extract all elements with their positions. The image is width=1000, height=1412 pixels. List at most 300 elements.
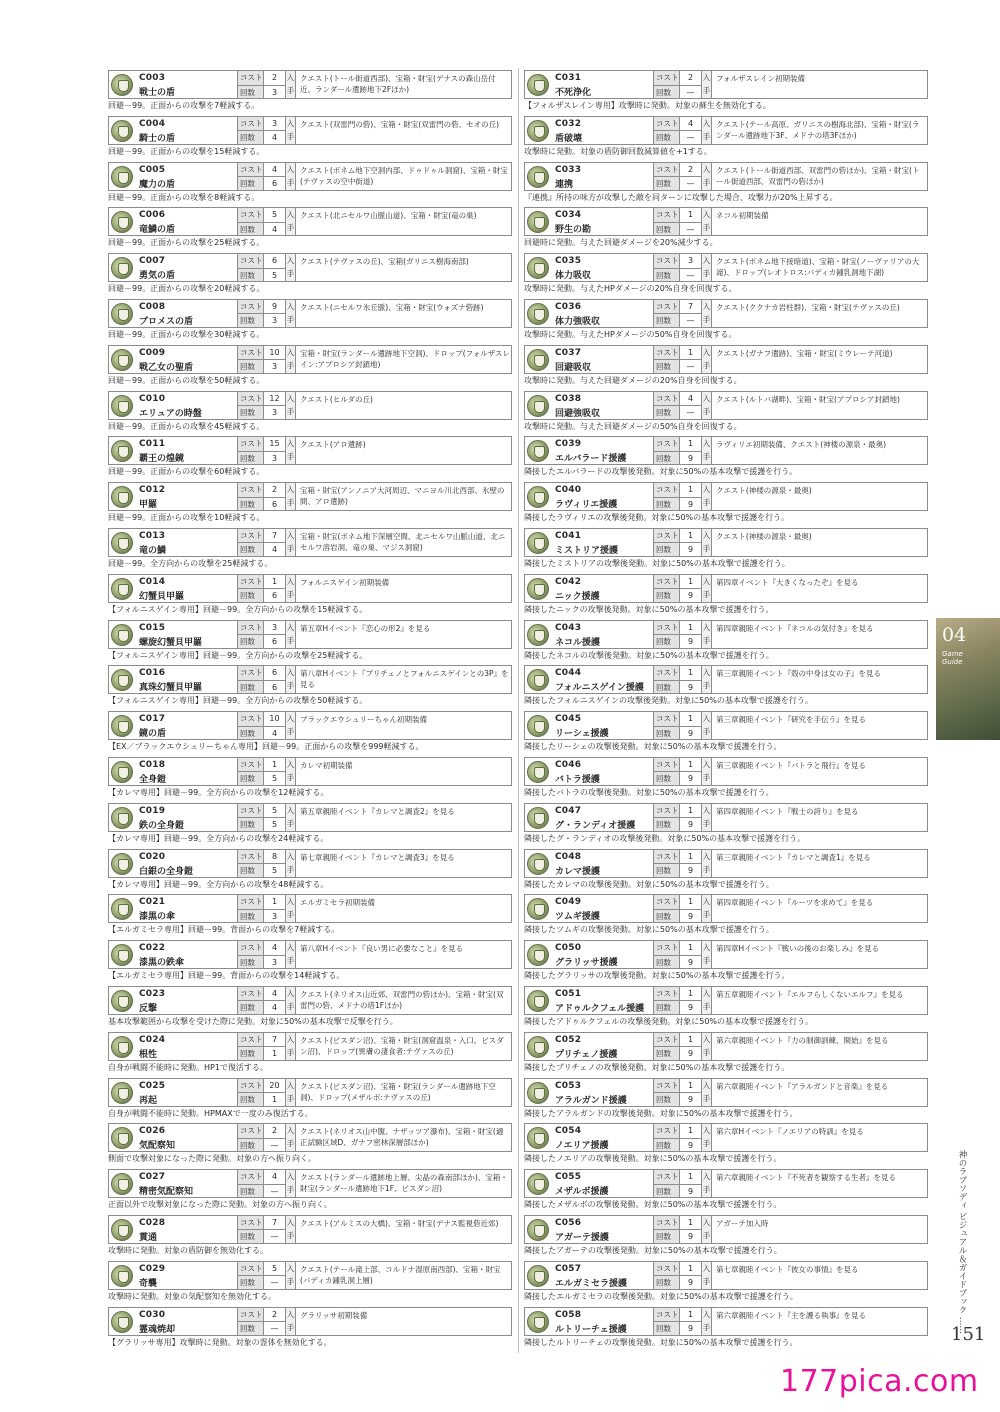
item-description: 隣接したプリチェノの攻撃後発動。対象に50%の基本攻撃で援護を行う。 xyxy=(524,1062,790,1072)
cost-label: コスト xyxy=(238,804,264,818)
uses-label: 回数 xyxy=(238,452,264,465)
uses-value: 9 xyxy=(687,957,694,967)
item-name: 気配察知 xyxy=(139,1141,176,1152)
item-stats xyxy=(653,346,701,373)
cost-label: コスト xyxy=(238,941,264,955)
item-stats xyxy=(237,850,285,877)
item-header xyxy=(108,665,512,694)
uses-row xyxy=(654,1138,701,1152)
cost-row xyxy=(654,71,701,85)
item-icon xyxy=(527,349,549,371)
uses-label: 回数 xyxy=(238,131,264,144)
cost-label: コスト xyxy=(238,666,264,680)
item-icon xyxy=(527,257,549,279)
uses-row xyxy=(238,313,285,327)
item-entry xyxy=(524,620,928,666)
uses-row xyxy=(238,268,285,282)
uses-label: 回数 xyxy=(654,1185,680,1198)
uses-row xyxy=(238,726,285,740)
item-description: 回避－99。正面からの攻撃を50軽減する。 xyxy=(108,375,265,385)
item-id: C029 xyxy=(139,1263,166,1274)
item-stats xyxy=(653,712,701,739)
cost-value: 1 xyxy=(687,1080,694,1090)
item-source: クエスト(ビスダン沼)、宝箱・財宝(洞窟温泉・入口、ビスダン沼)、ドロップ(異膚の淒食者:テヴァスの丘) xyxy=(300,1035,504,1056)
uses-label: 回数 xyxy=(238,360,264,373)
item-source: 宝箱・財宝(ボネム地下深層空間、北ニセルワ山脈山道、北ニセルワ溶岩洞、竜の巣、マジス洞窟) xyxy=(300,531,506,552)
item-source: フォルニスゲイン初期装備 xyxy=(300,577,390,587)
item-description: 正面以外で攻撃対象になった際に発動。対象の方へ振り向く。 xyxy=(108,1200,332,1210)
uses-value: 3 xyxy=(271,408,278,418)
item-header xyxy=(524,1032,928,1061)
uses-row xyxy=(238,1184,285,1198)
item-entry xyxy=(524,1123,928,1169)
item-source: クエスト(トール街道西部、双雷門の砦ほか)、宝箱・財宝(トール街道西部、双雷門の砦ほか) xyxy=(716,165,920,186)
uses-label: 回数 xyxy=(654,1230,680,1243)
acquire-label: 入手 xyxy=(285,392,296,419)
cost-value: 1 xyxy=(687,805,694,815)
uses-label: 回数 xyxy=(654,543,680,556)
item-id: C055 xyxy=(555,1172,582,1183)
uses-value: — xyxy=(686,316,695,326)
cost-row xyxy=(654,392,701,406)
item-stats xyxy=(237,712,285,739)
item-header xyxy=(108,849,512,878)
item-entry xyxy=(108,986,512,1032)
item-id: C021 xyxy=(139,897,166,908)
uses-value: 9 xyxy=(687,1049,694,1059)
uses-row xyxy=(238,1275,285,1289)
item-description: 回避－99。正面からの攻撃を15軽減する。 xyxy=(108,146,265,156)
item-stats xyxy=(237,437,285,464)
item-description: 回避－99。正面からの攻撃を8軽減する。 xyxy=(108,192,260,202)
cost-row xyxy=(654,895,701,909)
acquire-label: 入手 xyxy=(285,1216,296,1243)
item-entry xyxy=(524,299,928,345)
uses-label: 回数 xyxy=(654,452,680,465)
item-name: 漆黒の鉄傘 xyxy=(139,958,185,969)
item-name: ニック援護 xyxy=(555,591,600,602)
acquire-label: 入手 xyxy=(285,712,296,739)
item-name: 鏡の盾 xyxy=(139,729,167,740)
uses-label: 回数 xyxy=(654,223,680,236)
item-entry xyxy=(108,894,512,940)
item-header xyxy=(108,620,512,649)
uses-row xyxy=(654,1000,701,1014)
item-entry xyxy=(108,574,512,620)
uses-row xyxy=(654,451,701,465)
item-icon xyxy=(111,395,133,417)
item-source: クエスト(アルミスの大橋)、宝箱・財宝(デナス監視砦近郊) xyxy=(300,1218,499,1228)
item-source: 第七章親睦イベント『カレマと調査3』を見る xyxy=(300,852,455,862)
item-entry xyxy=(524,207,928,253)
item-description: 隣接したアラルガンドの攻撃後発動。対象に50%の基本攻撃で援護を行う。 xyxy=(524,1108,798,1118)
item-id: C044 xyxy=(555,668,582,679)
cost-value: 4 xyxy=(687,393,694,403)
item-entry xyxy=(108,253,512,299)
item-description: 隣接したエルガミセラの攻撃後発動。対象に50%の基本攻撃で援護を行う。 xyxy=(524,1291,798,1301)
cost-row xyxy=(238,1124,285,1138)
item-entry xyxy=(524,1078,928,1124)
item-description: 隣接したフォルニスゲインの攻撃後発動。対象に50%の基本攻撃で援護を行う。 xyxy=(524,696,813,706)
cost-label: コスト xyxy=(238,1033,264,1047)
item-header xyxy=(108,528,512,557)
cost-row xyxy=(654,941,701,955)
uses-label: 回数 xyxy=(238,223,264,236)
item-description: 隣接したミストリアの攻撃後発動。対象に50%の基本攻撃で援護を行う。 xyxy=(524,558,790,568)
item-stats xyxy=(237,529,285,556)
uses-value: 3 xyxy=(271,957,278,967)
uses-row xyxy=(238,1092,285,1106)
item-id: C056 xyxy=(555,1217,582,1228)
item-entry xyxy=(524,1307,928,1353)
item-id: C033 xyxy=(555,164,582,175)
uses-row xyxy=(238,1046,285,1060)
item-stats xyxy=(653,208,701,235)
item-name: 全身鎧 xyxy=(139,774,167,785)
item-stats xyxy=(653,575,701,602)
acquire-label: 入手 xyxy=(701,1262,712,1289)
uses-value: 5 xyxy=(271,866,278,876)
cost-value: 3 xyxy=(687,256,694,266)
item-entry xyxy=(524,665,928,711)
uses-row xyxy=(238,130,285,144)
item-name: ミストリア援護 xyxy=(555,545,619,556)
cost-value: 7 xyxy=(271,530,278,540)
cost-value: 6 xyxy=(271,256,278,266)
item-description: 攻撃時に発動。対象の気配察知を無効化する。 xyxy=(108,1291,276,1301)
cost-row xyxy=(238,987,285,1001)
cost-value: 1 xyxy=(687,485,694,495)
cost-value: 12 xyxy=(269,393,280,403)
uses-label: 回数 xyxy=(654,498,680,511)
item-source: 第五章Hイベント『恋心の形2』を見る xyxy=(300,623,431,633)
uses-label: 回数 xyxy=(654,406,680,419)
uses-row xyxy=(654,680,701,694)
chapter-number: 04 xyxy=(942,624,967,646)
item-icon xyxy=(111,1173,133,1195)
uses-label: 回数 xyxy=(654,727,680,740)
acquire-label: 入手 xyxy=(701,1170,712,1197)
item-id: C015 xyxy=(139,622,166,633)
uses-value: 3 xyxy=(271,316,278,326)
item-source: フォルザスレイン初期装備 xyxy=(716,74,805,83)
uses-value: 4 xyxy=(271,728,278,738)
cost-row xyxy=(238,575,285,589)
uses-label: 回数 xyxy=(238,1185,264,1198)
uses-label: 回数 xyxy=(238,406,264,419)
item-id: C018 xyxy=(139,759,166,770)
item-name: 魔力の盾 xyxy=(139,179,176,190)
item-icon xyxy=(111,303,133,325)
item-name: 竜の鱗 xyxy=(139,545,167,556)
item-source: クエスト(ビスダン沼)、宝箱・財宝(ランダール遺跡地下空洞)、ドロップ(メザルボ:テヴァスの丘) xyxy=(300,1081,496,1102)
cost-value: 4 xyxy=(687,118,694,128)
item-id: C052 xyxy=(555,1034,582,1045)
uses-label: 回数 xyxy=(654,681,680,694)
item-entry xyxy=(108,1307,512,1353)
uses-label: 回数 xyxy=(238,314,264,327)
item-name: 螺旋幻蟹貝甲羅 xyxy=(139,637,203,648)
cost-value: 1 xyxy=(687,759,694,769)
item-entry xyxy=(108,849,512,895)
uses-label: 回数 xyxy=(654,956,680,969)
acquire-label: 入手 xyxy=(285,666,296,693)
item-id: C058 xyxy=(555,1309,582,1320)
cost-value: 1 xyxy=(687,897,694,907)
item-source: 第六章親睦イベント『力の制御訓練、開始』を見る xyxy=(716,1035,889,1045)
item-icon xyxy=(527,211,549,233)
uses-label: 回数 xyxy=(654,1001,680,1014)
uses-label: 回数 xyxy=(654,177,680,190)
item-entry xyxy=(108,1032,512,1078)
uses-value: 9 xyxy=(687,453,694,463)
acquire-label: 入手 xyxy=(285,621,296,648)
item-entry xyxy=(524,894,928,940)
acquire-label: 入手 xyxy=(701,71,712,98)
item-icon xyxy=(111,944,133,966)
item-stats xyxy=(237,621,285,648)
item-source: クエスト(ククナカ岩柱群)、宝箱・財宝(テヴァスの丘) xyxy=(716,302,900,312)
uses-row xyxy=(238,863,285,877)
uses-row xyxy=(238,1000,285,1014)
item-source: グラリッサ初期装備 xyxy=(300,1310,368,1320)
acquire-label: 入手 xyxy=(285,1124,296,1151)
chapter-label: Game Guide xyxy=(942,650,963,666)
watermark: 177pica.com xyxy=(780,1364,979,1399)
cost-label: コスト xyxy=(238,1079,264,1093)
item-header xyxy=(108,940,512,969)
cost-row xyxy=(238,254,285,268)
cost-value: 3 xyxy=(271,118,278,128)
cost-label: コスト xyxy=(654,712,680,726)
item-id: C012 xyxy=(139,485,166,496)
acquire-label: 入手 xyxy=(701,941,712,968)
item-stats xyxy=(237,71,285,98)
uses-value: — xyxy=(686,408,695,418)
cost-row xyxy=(238,621,285,635)
acquire-label: 入手 xyxy=(701,529,712,556)
item-entry xyxy=(524,803,928,849)
item-entry xyxy=(108,162,512,208)
item-icon xyxy=(111,624,133,646)
acquire-label: 入手 xyxy=(701,1216,712,1243)
acquire-label: 入手 xyxy=(285,987,296,1014)
item-icon xyxy=(111,486,133,508)
item-name: 反撃 xyxy=(139,1003,158,1014)
item-header xyxy=(524,482,928,511)
cost-row xyxy=(654,1262,701,1276)
acquire-label: 入手 xyxy=(701,437,712,464)
cost-value: 8 xyxy=(271,851,278,861)
item-header xyxy=(524,162,928,191)
cost-label: コスト xyxy=(238,575,264,589)
item-description: 隣接したリーシェの攻撃後発動。対象に50%の基本攻撃で援護を行う。 xyxy=(524,742,782,752)
cost-row xyxy=(654,1170,701,1184)
uses-label: 回数 xyxy=(238,635,264,648)
uses-value: 9 xyxy=(687,820,694,830)
item-stats xyxy=(653,437,701,464)
item-id: C042 xyxy=(555,576,582,587)
uses-value: 9 xyxy=(687,1140,694,1150)
acquire-label: 入手 xyxy=(701,1308,712,1335)
item-name: ブロメスの盾 xyxy=(139,316,194,327)
item-source: クエスト(トール街道西部)、宝箱・財宝(デナスの森山岳付近、ランダール遺跡地下2Fほか) xyxy=(300,74,496,94)
uses-row xyxy=(654,1046,701,1060)
item-stats xyxy=(237,987,285,1014)
cost-row xyxy=(654,529,701,543)
uses-value: 9 xyxy=(687,637,694,647)
item-id: C003 xyxy=(139,73,166,83)
cost-label: コスト xyxy=(238,71,264,85)
item-source: 第七章親睦イベント『彼女の事情』を見る xyxy=(716,1264,859,1274)
uses-row xyxy=(654,955,701,969)
item-description: 回避－99。正面からの攻撃を30軽減する。 xyxy=(108,329,265,339)
item-id: C048 xyxy=(555,851,582,862)
item-id: C049 xyxy=(555,897,582,908)
uses-value: 5 xyxy=(271,820,278,830)
item-name: 勇気の盾 xyxy=(139,271,176,282)
acquire-label: 入手 xyxy=(701,850,712,877)
item-header xyxy=(524,436,928,465)
acquire-label: 入手 xyxy=(701,1033,712,1060)
uses-row xyxy=(238,497,285,511)
acquire-label: 入手 xyxy=(285,758,296,785)
item-id: C037 xyxy=(555,347,582,358)
item-source: クエスト(テール滝上部、コルドナ湿原南西部)、宝箱・財宝(バディカ鍾乳洞上層) xyxy=(300,1264,501,1285)
item-icon xyxy=(111,166,133,188)
cost-row xyxy=(238,529,285,543)
item-stats xyxy=(653,117,701,144)
item-stats xyxy=(237,117,285,144)
item-id: C009 xyxy=(139,347,166,358)
item-header xyxy=(108,253,512,282)
uses-value: 9 xyxy=(687,1186,694,1196)
item-source: 第六章親睦イベント『アラルガンドと音楽』を見る xyxy=(716,1081,889,1091)
item-description: 回避－99。正面からの攻撃を60軽減する。 xyxy=(108,467,265,477)
item-icon xyxy=(527,669,549,691)
item-id: C053 xyxy=(555,1080,582,1091)
cost-value: 1 xyxy=(687,530,694,540)
cost-value: 7 xyxy=(271,1217,278,1227)
acquire-label: 入手 xyxy=(701,392,712,419)
cost-value: 1 xyxy=(687,943,694,953)
cost-value: 1 xyxy=(687,576,694,586)
item-icon xyxy=(527,624,549,646)
item-source: 第四章イベント『大きくなったぞ』を見る xyxy=(716,577,859,587)
cost-row xyxy=(654,621,701,635)
item-header xyxy=(108,436,512,465)
acquire-label: 入手 xyxy=(701,895,712,922)
item-id: C007 xyxy=(139,256,166,267)
item-entry xyxy=(524,940,928,986)
item-stats xyxy=(653,941,701,968)
acquire-label: 入手 xyxy=(701,483,712,510)
item-description: 【カレマ専用】回避－99。全方向からの攻撃を12軽減する。 xyxy=(108,787,329,797)
cost-label: コスト xyxy=(238,483,264,497)
item-icon xyxy=(527,440,549,462)
item-icon xyxy=(527,1219,549,1241)
cost-value: 1 xyxy=(687,851,694,861)
item-description: 攻撃時に発動。与えた回避ダメージの50%自身を回復する。 xyxy=(524,421,742,431)
cost-value: 7 xyxy=(687,301,694,311)
item-id: C023 xyxy=(139,988,166,999)
item-source: 宝箱・財宝(ランダール遺跡地下空洞)、ドロップ(フォルザスレイン:アプロシア封鎖地) xyxy=(300,348,510,369)
uses-value: 3 xyxy=(271,362,278,372)
item-name: 体力吸収 xyxy=(555,271,592,282)
item-header xyxy=(108,803,512,832)
uses-row xyxy=(238,680,285,694)
uses-label: 回数 xyxy=(654,131,680,144)
uses-row xyxy=(654,85,701,99)
cost-label: コスト xyxy=(654,758,680,772)
item-description: 隣接したネコルの攻撃後発動。対象に50%の基本攻撃で援護を行う。 xyxy=(524,650,774,660)
item-entry xyxy=(524,1261,928,1307)
cost-value: 7 xyxy=(271,1034,278,1044)
item-icon xyxy=(527,1265,549,1287)
item-name: 白銀の全身鎧 xyxy=(139,866,194,877)
item-id: C004 xyxy=(139,118,166,129)
item-stats xyxy=(653,1079,701,1106)
item-description: 隣接したノエリアの攻撃後発動。対象に50%の基本攻撃で援護を行う。 xyxy=(524,1154,782,1164)
item-stats xyxy=(237,1262,285,1289)
cost-label: コスト xyxy=(654,392,680,406)
uses-label: 回数 xyxy=(654,772,680,785)
uses-value: — xyxy=(686,87,695,97)
item-stats xyxy=(653,1124,701,1151)
item-header xyxy=(524,1215,928,1244)
uses-label: 回数 xyxy=(238,1139,264,1152)
item-source: カレマ初期装備 xyxy=(300,760,353,770)
item-icon xyxy=(527,807,549,829)
uses-row xyxy=(654,359,701,373)
cost-label: コスト xyxy=(654,346,680,360)
item-description: 【フォルニスゲイン専用】回避－99。全方向からの攻撃を25軽減する。 xyxy=(108,650,368,660)
item-header xyxy=(108,345,512,374)
uses-row xyxy=(654,909,701,923)
cost-label: コスト xyxy=(238,529,264,543)
uses-value: 4 xyxy=(271,133,278,143)
item-header xyxy=(524,665,928,694)
right-column xyxy=(524,70,928,1352)
item-id: C034 xyxy=(555,210,582,221)
item-entry xyxy=(108,1215,512,1261)
uses-row xyxy=(238,451,285,465)
item-name: カレマ援護 xyxy=(555,866,601,877)
item-name: 騎士の盾 xyxy=(139,133,176,144)
cost-row xyxy=(238,758,285,772)
cost-label: コスト xyxy=(238,1308,264,1322)
cost-row xyxy=(654,483,701,497)
item-stats xyxy=(653,666,701,693)
item-description: 隣接したメザルボの攻撃後発動。対象に50%の基本攻撃で援護を行う。 xyxy=(524,1200,782,1210)
uses-value: 4 xyxy=(271,224,278,234)
item-header xyxy=(108,299,512,328)
item-description: 隣接したバトラの攻撃後発動。対象に50%の基本攻撃で援護を行う。 xyxy=(524,787,774,797)
uses-label: 回数 xyxy=(654,360,680,373)
cost-label: コスト xyxy=(238,346,264,360)
item-stats xyxy=(237,392,285,419)
acquire-label: 入手 xyxy=(701,1124,712,1151)
item-name: 野生の勘 xyxy=(555,225,592,236)
item-source: 第五章親睦イベント『エルフらしくないエルフ』を見る xyxy=(716,989,904,999)
uses-row xyxy=(654,1321,701,1335)
acquire-label: 入手 xyxy=(285,575,296,602)
item-entry xyxy=(108,940,512,986)
uses-value: 9 xyxy=(687,866,694,876)
item-header xyxy=(524,116,928,145)
uses-label: 回数 xyxy=(238,177,264,190)
cost-value: 1 xyxy=(687,347,694,357)
